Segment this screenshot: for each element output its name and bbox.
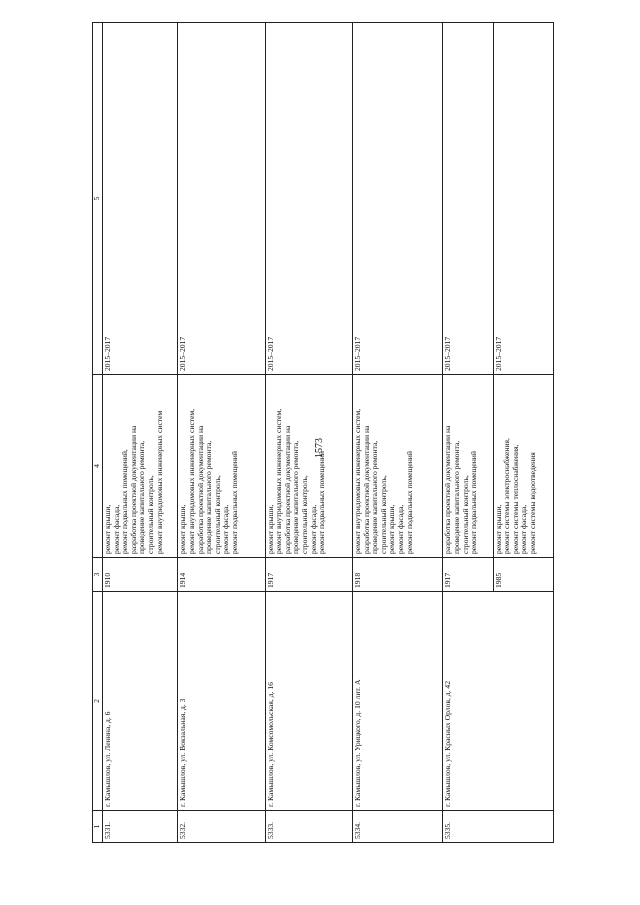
- row-number: 5335.: [443, 811, 554, 843]
- register-table: [92, 22, 554, 843]
- work-item: разработка проектной документации на: [282, 425, 292, 554]
- year-cell: 1910: [103, 558, 178, 592]
- year-cell: 1917: [265, 558, 352, 592]
- year-cell: 1914: [178, 558, 265, 592]
- work-item: строительный контроль,: [460, 475, 470, 554]
- year-cell: 1985: [493, 558, 553, 592]
- table-row: [443, 23, 493, 843]
- period-cell: 2015–2017: [443, 23, 493, 375]
- work-item: разработка проектной документации на: [361, 425, 371, 554]
- table-row: [265, 23, 352, 843]
- work-item: ремонт внутридомовых инженерных систем: [154, 410, 164, 554]
- work-item: ремонт фасада,: [308, 504, 318, 554]
- work-item: ремонт подвальных помещений: [404, 451, 414, 554]
- row-number: 5333.: [265, 811, 352, 843]
- work-item: проведение капитального ремонта,: [204, 440, 214, 554]
- address-cell: г. Камышлов, ул. Комсомольская, д. 16: [265, 592, 352, 811]
- column-header: 3: [93, 558, 103, 592]
- period-cell: 2015–2017: [103, 23, 178, 375]
- row-number: 5331.: [103, 811, 178, 843]
- work-item: строительный контроль,: [212, 475, 222, 554]
- work-item: ремонт фасада,: [396, 504, 406, 554]
- column-header: 4: [93, 375, 103, 558]
- year-cell: 1917: [443, 558, 493, 592]
- work-item: ремонт крыши,: [103, 504, 112, 554]
- work-item: строительный контроль,: [300, 475, 310, 554]
- address-cell: г. Камышлов, ул. Красных Орлов, д. 42: [443, 592, 554, 811]
- works-cell: [178, 375, 265, 558]
- work-item: ремонт подвальных помещений: [317, 451, 327, 554]
- work-item: ремонт подвальных помещений,: [120, 449, 130, 554]
- work-item: ремонт системы теплоснабжения,: [510, 444, 520, 554]
- work-item: проведение капитального ремонта,: [452, 440, 462, 554]
- year-cell: 1918: [353, 558, 443, 592]
- table-row: [353, 23, 443, 843]
- works-cell: [353, 375, 443, 558]
- row-number: 5334.: [353, 811, 443, 843]
- works-cell: [443, 375, 493, 558]
- address-cell: г. Камышлов, ул. Вокзальная, д. 3: [178, 592, 265, 811]
- work-item: ремонт фасада,: [111, 504, 121, 554]
- works-cell: [103, 375, 178, 558]
- work-item: строительный контроль,: [378, 475, 388, 554]
- row-number: 5332.: [178, 811, 265, 843]
- works-cell: [265, 375, 352, 558]
- work-item: проведение капитального ремонта,: [137, 440, 147, 554]
- column-header: 1: [93, 811, 103, 843]
- table-row: [178, 23, 265, 843]
- work-item: ремонт внутридомовых инженерных систем,: [186, 408, 196, 554]
- work-item: разработка проектной документации на: [443, 425, 453, 554]
- period-cell: 2015–2017: [178, 23, 265, 375]
- work-item: ремонт внутридомовых инженерных систем,: [353, 408, 363, 554]
- work-item: ремонт подвальных помещений: [469, 451, 479, 554]
- work-item: разработка проектной документации на: [195, 425, 205, 554]
- work-item: ремонт системы электроснабжения,: [502, 438, 512, 554]
- work-item: ремонт фасада,: [519, 504, 529, 554]
- column-header: 2: [93, 592, 103, 811]
- work-item: ремонт подвальных помещений: [229, 451, 239, 554]
- work-item: ремонт крыши,: [178, 504, 188, 554]
- work-item: ремонт крыши,: [387, 504, 397, 554]
- register-table-rotated: [92, 23, 554, 843]
- table-body: [103, 23, 554, 843]
- page-number: 1573: [314, 438, 325, 458]
- work-item: разработка проектной документации на: [128, 425, 138, 554]
- period-cell: 2015–2017: [493, 23, 553, 375]
- address-cell: г. Камышлов, ул. Урицкого, д. 10 лит. А: [353, 592, 443, 811]
- column-header: 5: [93, 23, 103, 375]
- works-cell: [493, 375, 553, 558]
- period-cell: 2015–2017: [353, 23, 443, 375]
- table-row: [103, 23, 178, 843]
- work-item: ремонт системы водоотведения: [528, 452, 538, 554]
- work-item: строительный контроль,: [145, 475, 155, 554]
- column-numbers-row: [93, 23, 103, 843]
- address-cell: г. Камышлов, ул. Ленина, д. 6: [103, 592, 178, 811]
- period-cell: 2015–2017: [265, 23, 352, 375]
- work-item: ремонт фасада,: [221, 504, 231, 554]
- work-item: ремонт крыши,: [493, 504, 503, 554]
- work-item: ремонт крыши,: [265, 504, 275, 554]
- work-item: проведение капитального ремонта,: [291, 440, 301, 554]
- work-item: проведение капитального ремонта,: [370, 440, 380, 554]
- work-item: ремонт внутридомовых инженерных систем,: [274, 408, 284, 554]
